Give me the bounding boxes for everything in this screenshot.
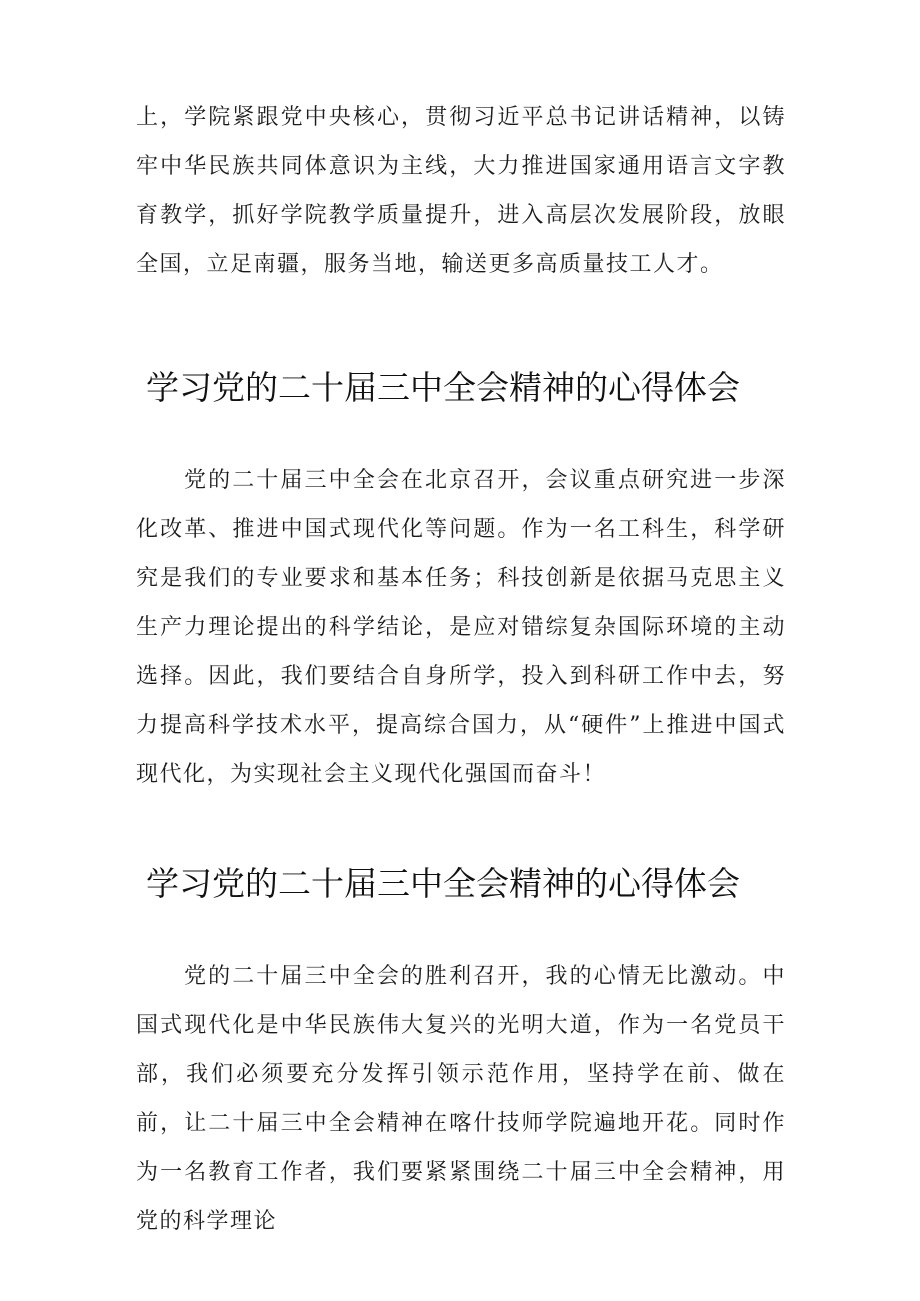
paragraph-continuation: 上，学院紧跟党中央核心，贯彻习近平总书记讲话精神，以铸牢中华民族共同体意识为主线，大力推进国家通用语言文字教育教学，抓好学院教学质量提升，进入高层次发展阶段，放眼全国，立足南疆，服务当地，输送更多高质量技工人才。 bbox=[136, 105, 786, 277]
paragraph-body: 党的二十届三中全会在北京召开，会议重点研究进一步深化改革、推进中国式现代化等问题。作为一名工科生，科学研究是我们的专业要求和基本任务；科技创新是依据马克思主义生产力理论提出的科学结论，是应对错综复杂国际环境的主动选择。因此，我们要结合自身所学，投入到科研工作中去，努力提高科学技术水平，提高综合国力，从“硬件”上推进中国式现代化，为实现社会主义现代化强国而奋斗！ bbox=[136, 468, 786, 787]
section-heading: 学习党的二十届三中全会精神的心得体会 bbox=[146, 368, 740, 407]
paragraph-body: 党的二十届三中全会的胜利召开，我的心情无比激动。中国式现代化是中华民族伟大复兴的光明大道，作为一名党员干部，我们必须要充分发挥引领示范作用，坚持学在前、做在前，让二十届三中全会精神在喀什技师学院遍地开花。同时作为一名教育工作者，我们要紧紧围绕二十届三中全会精神，用党的科学理论 bbox=[136, 964, 786, 1234]
section-heading: 学习党的二十届三中全会精神的心得体会 bbox=[146, 864, 740, 903]
